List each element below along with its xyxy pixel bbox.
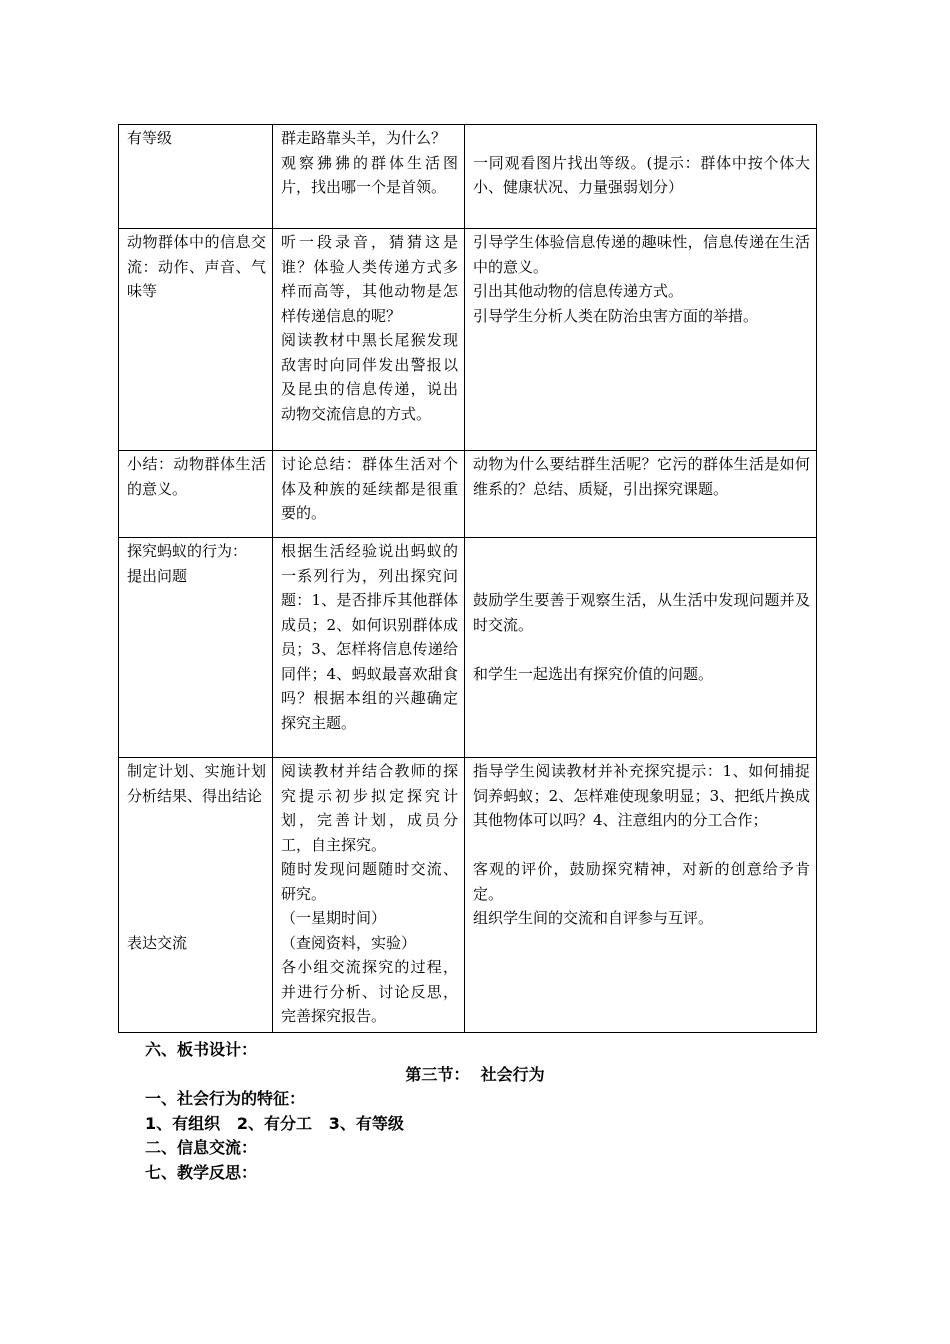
table-row [119,229,817,451]
table-row [119,451,817,538]
blank-line [473,833,810,858]
table-cell [119,229,273,451]
blank-line [473,126,810,151]
table-cell [119,125,273,229]
cell-paragraph: 提出问题 [127,566,188,585]
cell-paragraph: 动物为什么要结群生活呢？它污的群体生活是如何维系的？总结、质疑，引出探究课题。 [473,455,810,498]
table-cell [465,538,817,758]
cell-paragraph: 一同观看图片找出等级。(提示：群体中按个体大小、健康状况、力量强弱划分） [473,153,810,196]
table-cell [273,229,465,451]
cell-paragraph: 观察狒狒的群体生活图片，找出哪一个是首领。 [281,153,458,196]
cell-paragraph: 小结：动物群体生活的意义。 [127,455,266,498]
table-row [119,125,817,229]
cell-paragraph: 指导学生阅读教材并补充探究提示：1、如何捕捉饲养蚂蚁；2、怎样难使现象明显；3、把纸片换成其他物体可以吗？4、注意组内的分工合作； [473,762,810,829]
table-cell [273,125,465,229]
table-cell [465,451,817,538]
cell-paragraph: （一星期时间） [281,909,387,927]
cell-paragraph: 根据生活经验说出蚂蚁的一系列行为，列出探究问题：1、是否排斥其他群体成员；2、如何识别群体成员；3、怎样将信息传递给同伴；4、蚂蚁最喜欢甜食吗？根据本组的兴趣确定探究主题。 [281,542,458,732]
cell-paragraph: 动物群体中的信息交流：动作、声音、气味等 [127,233,266,300]
blank-line [127,906,266,931]
cell-paragraph: 引出其他动物的信息传递方式。 [473,282,684,300]
table-cell [273,758,465,1033]
cell-paragraph: 有等级 [127,129,173,147]
table-row [119,538,817,758]
table-cell [273,451,465,538]
board-title: 第三节： 社会行为 [405,1064,545,1084]
cell-paragraph: 阅读教材并结合教师的探究提示初步拟定探究计划，完善计划，成员分工，自主探究。 [281,762,458,854]
table-cell [119,538,273,758]
reflection-heading: 七、教学反思： [145,1162,258,1182]
blank-line [127,808,266,833]
lesson-plan-table [118,124,817,1033]
cell-paragraph: 和学生一起选出有探究价值的问题。 [473,664,714,683]
cell-paragraph: 组织学生间的交流和自评参与互评。 [473,909,714,927]
table-cell [465,758,817,1033]
cell-paragraph: 鼓励学生要善于观察生活，从生活中发现问题并及时交流。 [473,591,810,634]
table-cell [465,125,817,229]
cell-paragraph: 客观的评价，鼓励探究精神，对新的创意给予肯定。 [473,860,810,903]
cell-paragraph: 各小组交流探究的过程，并进行分析、讨论反思，完善探究报告。 [281,958,458,1025]
cell-paragraph: 讨论总结：群体生活对个体及种族的延续都是很重要的。 [281,455,458,522]
table-cell [119,451,273,538]
table-cell [273,538,465,758]
blank-line [127,882,266,907]
blank-line [127,833,266,858]
cell-paragraph: （查阅资料，实验） [281,933,417,952]
blank-line [473,637,810,662]
table-row [119,758,817,1033]
table-cell [465,229,817,451]
cell-paragraph: 引导学生体验信息传递的趣味性，信息传递在生活中的意义。 [473,233,810,276]
cell-paragraph: 探究蚂蚁的行为： [127,542,248,560]
board-line-items: 1、有组织 2、有分工 3、有等级 [145,1113,404,1133]
cell-paragraph: 引导学生分析人类在防治虫害方面的举措。 [473,306,759,325]
blank-line [473,539,810,564]
table-cell [119,758,273,1033]
cell-paragraph: 制定计划、实施计划分析结果、得出结论 [127,762,266,805]
board-heading: 六、板书设计： [145,1040,258,1059]
board-line-info: 二、信息交流： [145,1138,258,1157]
cell-paragraph: 随时发现问题随时交流、研究。 [281,860,458,903]
cell-paragraph: 阅读教材中黑长尾猴发现敌害时向同伴发出警报以及昆虫的信息传递，说出动物交流信息的方式。 [281,331,458,423]
cell-paragraph: 听一段录音，猜猜这是谁？体验人类传递方式多样而高等，其他动物是怎样传递信息的呢？ [281,233,458,325]
board-design-section [145,1038,825,1185]
board-line-features: 一、社会行为的特征： [145,1089,306,1108]
cell-paragraph: 群走路靠头羊，为什么？ [281,129,447,147]
table-body [119,125,817,1033]
blank-line [473,564,810,589]
cell-paragraph: 表达交流 [127,933,188,952]
blank-line [127,857,266,882]
